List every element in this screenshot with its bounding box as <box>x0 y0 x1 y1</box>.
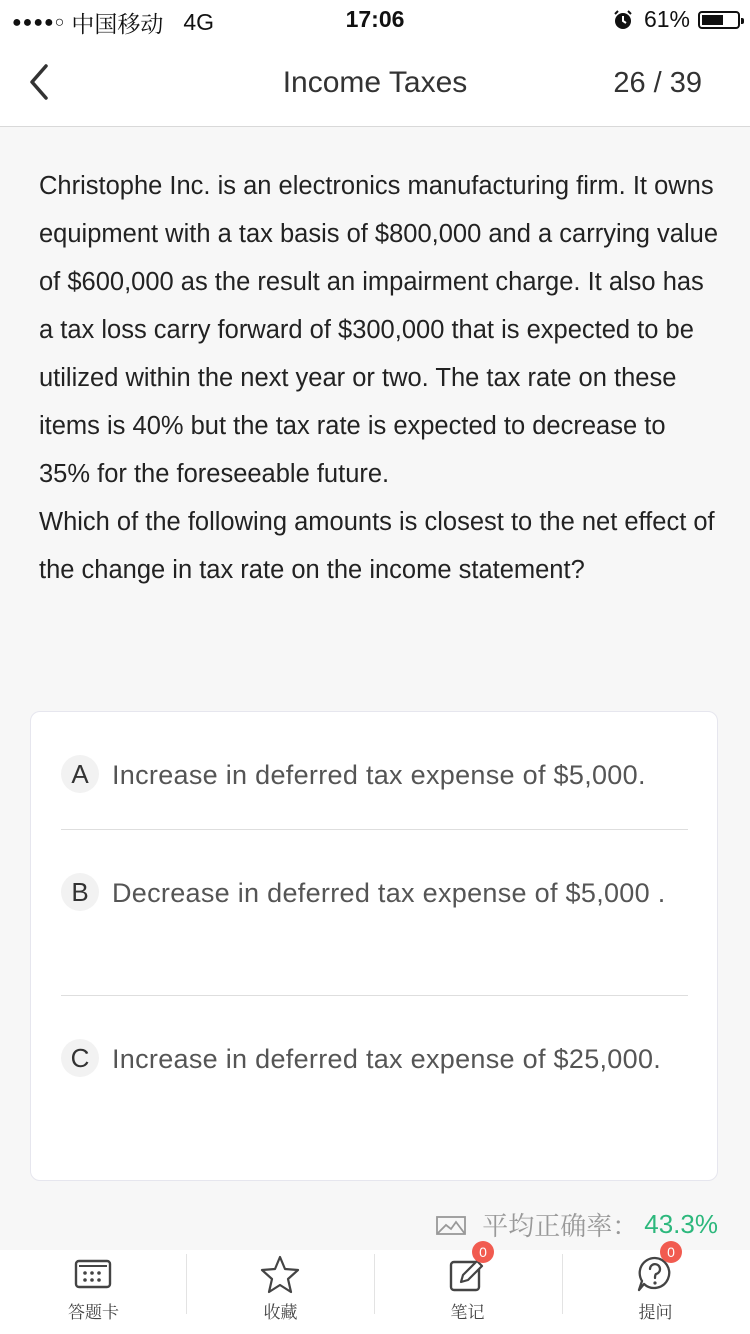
tab-answer-card[interactable] <box>0 1250 187 1334</box>
option-divider <box>61 995 688 996</box>
status-right <box>612 6 740 33</box>
questions-count-badge: 0 <box>660 1241 682 1263</box>
answer-card-icon <box>73 1254 113 1294</box>
question-stem <box>39 162 719 594</box>
battery-icon <box>698 11 740 29</box>
question-prompt: Which of the following amounts is closest to the net effect of the change in tax rate on the income statement? <box>39 508 715 584</box>
page-title: Income Taxes <box>282 66 468 99</box>
tab-notes[interactable] <box>374 1244 561 1334</box>
tab-label: 笔记 <box>450 1303 485 1322</box>
tab-label: 收藏 <box>263 1303 298 1322</box>
notes-count-badge: 0 <box>472 1241 494 1263</box>
battery-percent: 61% <box>643 6 690 32</box>
option-divider <box>61 829 688 830</box>
bottom-tab-bar <box>0 1244 750 1334</box>
options-card <box>30 711 718 1181</box>
status-bar <box>0 0 750 40</box>
alarm-clock-icon <box>612 9 634 31</box>
carrier-name: 中国移动 <box>71 11 164 37</box>
star-icon <box>260 1254 300 1294</box>
tab-favorite[interactable] <box>187 1250 374 1334</box>
question-paragraph: Christophe Inc. is an electronics manufacturing firm. It owns equipment with a tax basis of $800,000 and a carrying value of $600,000 as the result an impairment charge. It also has a tax loss carry forward of $300,000 that is expected to be utilized within the next year or two. The tax rate on these items is 40% but the tax rate is expected to decrease to 35% for the foreseeable future. <box>39 172 719 488</box>
average-accuracy <box>436 1206 718 1243</box>
battery-tip <box>741 18 744 24</box>
signal-strength-icon: ●●●●○ <box>12 13 66 31</box>
battery-level-fill <box>702 15 723 25</box>
envelope-chart-icon <box>436 1214 466 1236</box>
question-progress: 26 / 39 <box>613 67 702 99</box>
option-letter: B <box>61 873 99 911</box>
nav-bar <box>0 40 750 127</box>
tab-ask-question[interactable] <box>562 1244 749 1334</box>
option-letter: C <box>61 1039 99 1077</box>
option-letter: A <box>61 755 99 793</box>
option-text: Increase in deferred tax expense of $5,000. <box>112 760 646 790</box>
network-type: 4G <box>183 9 215 35</box>
accuracy-value: 43.3% <box>644 1209 718 1239</box>
accuracy-label: 平均正确率： <box>482 1211 639 1241</box>
option-text: Decrease in deferred tax expense of $5,000 . <box>112 878 666 908</box>
status-time: 17:06 <box>345 6 405 32</box>
tab-label: 答题卡 <box>68 1303 119 1322</box>
option-text: Increase in deferred tax expense of $25,000. <box>112 1044 662 1074</box>
tab-label: 提问 <box>638 1303 673 1322</box>
